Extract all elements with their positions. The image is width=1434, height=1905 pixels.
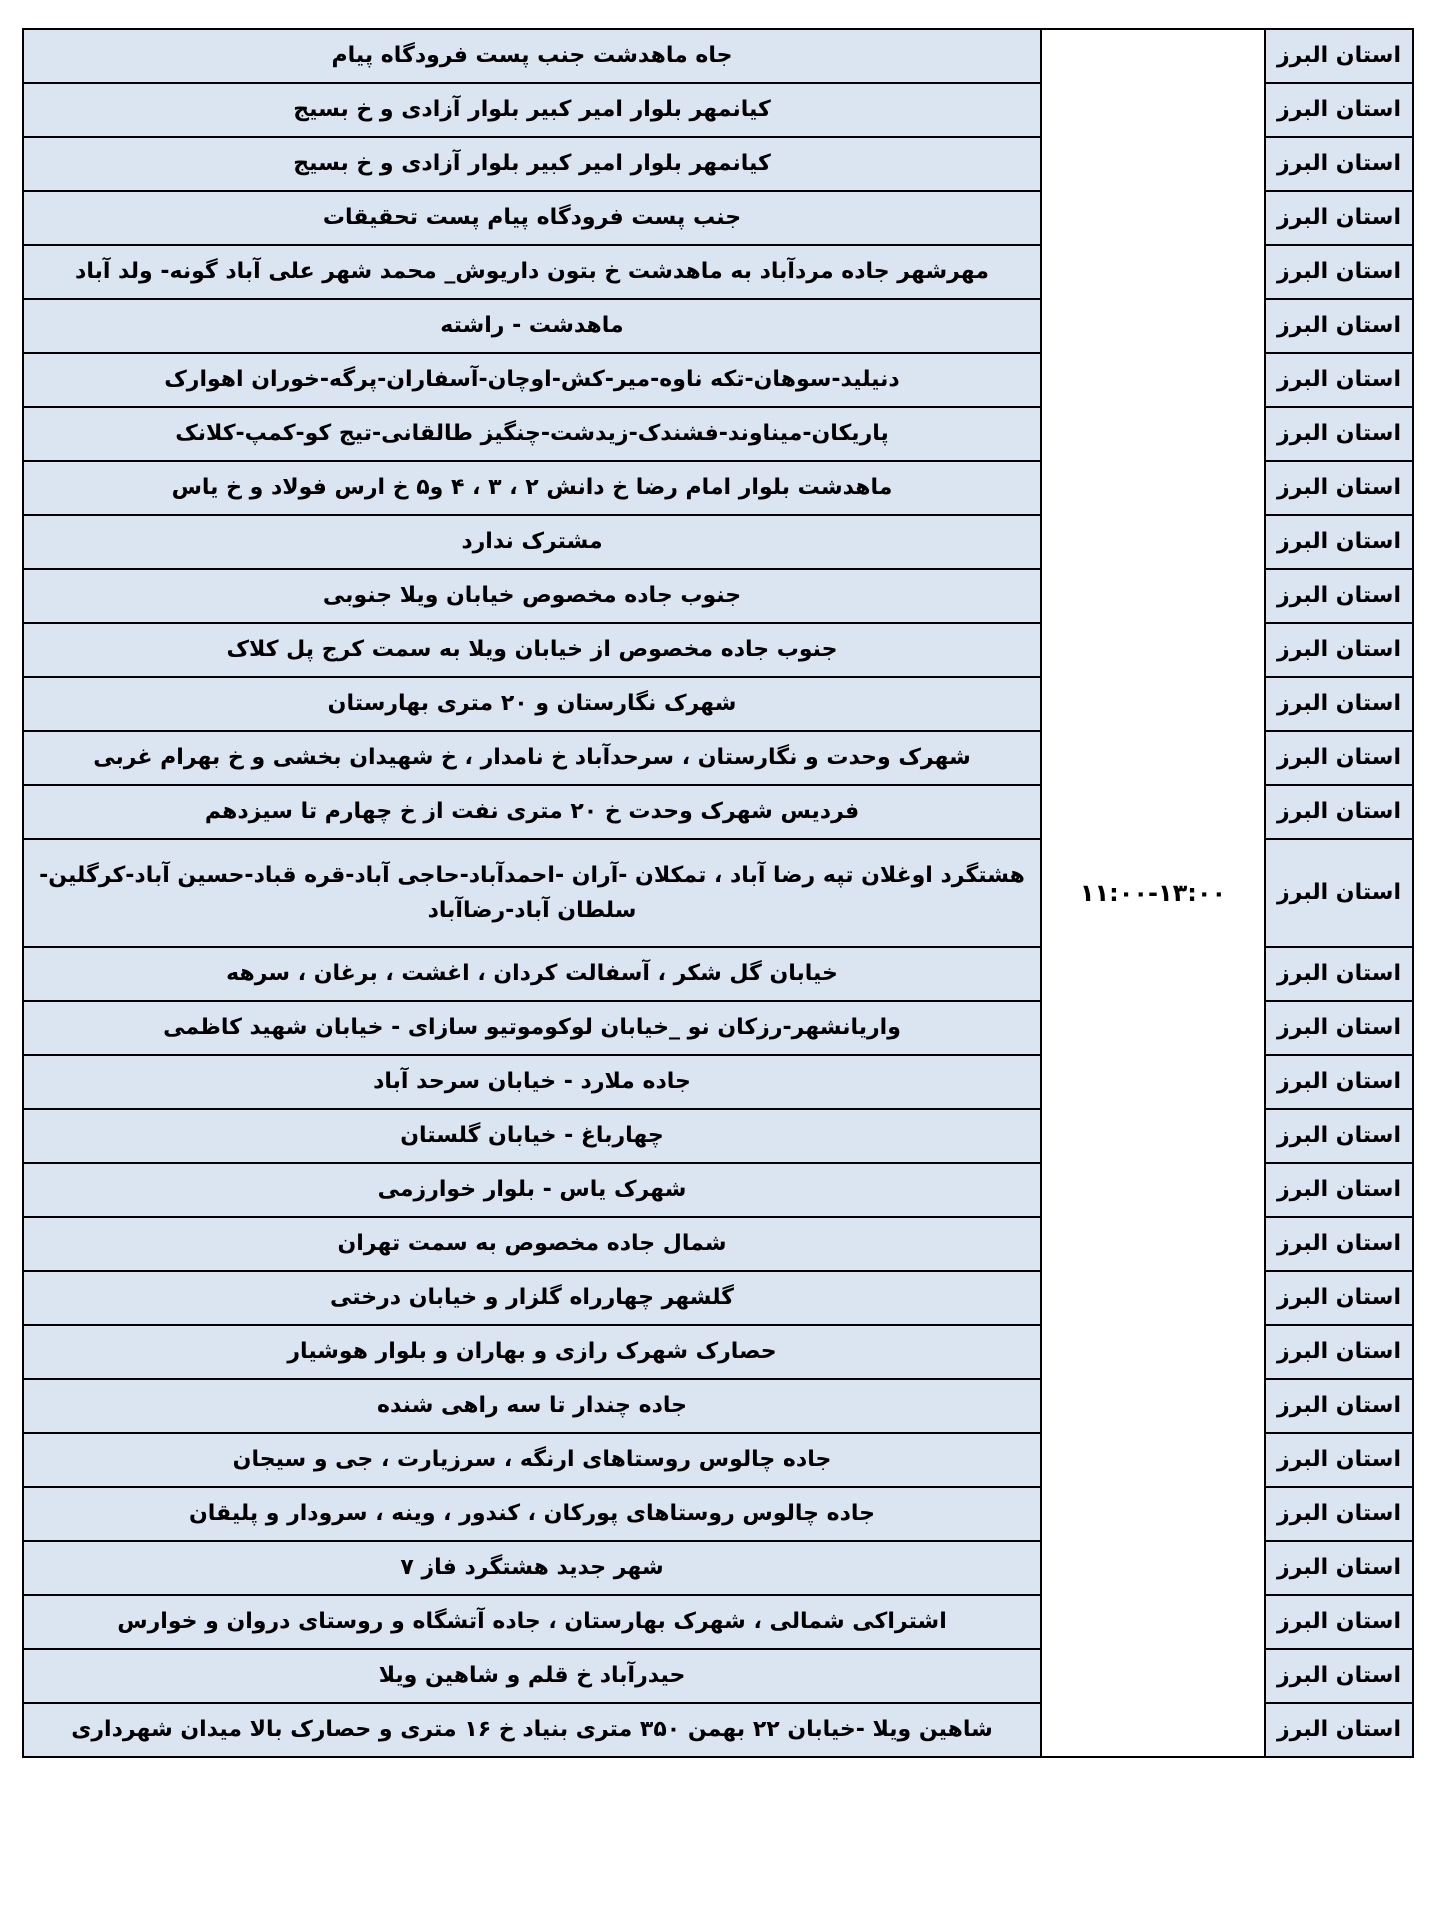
area-cell: خیابان گل شکر ، آسفالت کردان ، اغشت ، برغان ، سرهه [23, 947, 1041, 1001]
area-cell: ماهدشت بلوار امام رضا خ دانش ۲ ، ۳ ، ۴ و۵ خ ارس فولاد و خ یاس [23, 461, 1041, 515]
area-cell: جاه ماهدشت جنب پست فرودگاه پیام [23, 29, 1041, 83]
time-range-cell: ۱۱:۰۰-۱۳:۰۰ [1041, 29, 1265, 1757]
province-cell: استان البرز [1265, 245, 1413, 299]
outage-schedule-table [22, 28, 1414, 1758]
province-cell: استان البرز [1265, 623, 1413, 677]
area-cell: شهرک نگارستان و ۲۰ متری بهارستان [23, 677, 1041, 731]
province-cell: استان البرز [1265, 461, 1413, 515]
province-cell: استان البرز [1265, 137, 1413, 191]
province-cell: استان البرز [1265, 191, 1413, 245]
area-cell: فردیس شهرک وحدت خ ۲۰ متری نفت از خ چهارم تا سیزدهم [23, 785, 1041, 839]
province-cell: استان البرز [1265, 1703, 1413, 1757]
province-cell: استان البرز [1265, 1001, 1413, 1055]
area-cell: شهر جدید هشتگرد فاز ۷ [23, 1541, 1041, 1595]
province-cell: استان البرز [1265, 677, 1413, 731]
area-cell: کیانمهر بلوار امیر کبیر بلوار آزادی و خ بسیج [23, 83, 1041, 137]
province-cell: استان البرز [1265, 1109, 1413, 1163]
area-cell: مشترک ندارد [23, 515, 1041, 569]
province-cell: استان البرز [1265, 947, 1413, 1001]
area-cell: شاهین ویلا -خیابان ۲۲ بهمن ۳۵۰ متری بنیاد خ ۱۶ متری و حصارک بالا میدان شهرداری [23, 1703, 1041, 1757]
area-cell: اشتراکی شمالی ، شهرک بهارستان ، جاده آتشگاه و روستای دروان و خوارس [23, 1595, 1041, 1649]
province-cell: استان البرز [1265, 1541, 1413, 1595]
province-cell: استان البرز [1265, 1163, 1413, 1217]
area-cell: شهرک یاس - بلوار خوارزمی [23, 1163, 1041, 1217]
area-cell: کیانمهر بلوار امیر کبیر بلوار آزادی و خ بسیج [23, 137, 1041, 191]
area-cell: جاده چندار تا سه راهی شنده [23, 1379, 1041, 1433]
province-cell: استان البرز [1265, 407, 1413, 461]
area-cell: جنوب جاده مخصوص از خیابان ویلا به سمت کرج پل کلاک [23, 623, 1041, 677]
province-cell: استان البرز [1265, 569, 1413, 623]
area-cell: جنب پست فرودگاه پیام پست تحقیقات [23, 191, 1041, 245]
area-cell: شهرک وحدت و نگارستان ، سرحدآباد خ نامدار ، خ شهیدان بخشی و خ بهرام غربی [23, 731, 1041, 785]
area-cell: جاده چالوس روستاهای پورکان ، کندور ، وینه ، سرودار و پلیقان [23, 1487, 1041, 1541]
province-cell: استان البرز [1265, 1271, 1413, 1325]
area-cell: هشتگرد اوغلان تپه رضا آباد ، تمکلان -آران -احمدآباد-حاجی آباد-قره قباد-حسین آباد-کرگلین-سلطان آباد-رضاآباد [23, 839, 1041, 947]
area-cell: چهارباغ - خیابان گلستان [23, 1109, 1041, 1163]
area-cell: مهرشهر جاده مردآباد به ماهدشت خ بتون داریوش_ محمد شهر علی آباد گونه- ولد آباد [23, 245, 1041, 299]
province-cell: استان البرز [1265, 1649, 1413, 1703]
province-cell: استان البرز [1265, 83, 1413, 137]
area-cell: جاده ملارد - خیابان سرحد آباد [23, 1055, 1041, 1109]
area-cell: گلشهر چهارراه گلزار و خیابان درختی [23, 1271, 1041, 1325]
province-cell: استان البرز [1265, 1379, 1413, 1433]
area-cell: واریانشهر-رزکان نو _خیابان لوکوموتیو سازای - خیابان شهید کاظمی [23, 1001, 1041, 1055]
area-cell: پاریکان-میناوند-فشندک-زیدشت-چنگیز طالقانی-تیج کو-کمپ-کلانک [23, 407, 1041, 461]
province-cell: استان البرز [1265, 839, 1413, 947]
province-cell: استان البرز [1265, 1487, 1413, 1541]
province-cell: استان البرز [1265, 731, 1413, 785]
area-cell: جاده چالوس روستاهای ارنگه ، سرزیارت ، جی و سیجان [23, 1433, 1041, 1487]
area-cell: حیدرآباد خ قلم و شاهین ویلا [23, 1649, 1041, 1703]
area-cell: حصارک شهرک رازی و بهاران و بلوار هوشیار [23, 1325, 1041, 1379]
table-row [23, 29, 1413, 83]
area-cell: ماهدشت - راشته [23, 299, 1041, 353]
province-cell: استان البرز [1265, 1055, 1413, 1109]
province-cell: استان البرز [1265, 1433, 1413, 1487]
area-cell: جنوب جاده مخصوص خیابان ویلا جنوبی [23, 569, 1041, 623]
province-cell: استان البرز [1265, 29, 1413, 83]
province-cell: استان البرز [1265, 1325, 1413, 1379]
province-cell: استان البرز [1265, 299, 1413, 353]
province-cell: استان البرز [1265, 1217, 1413, 1271]
province-cell: استان البرز [1265, 785, 1413, 839]
province-cell: استان البرز [1265, 1595, 1413, 1649]
area-cell: شمال جاده مخصوص به سمت تهران [23, 1217, 1041, 1271]
province-cell: استان البرز [1265, 353, 1413, 407]
province-cell: استان البرز [1265, 515, 1413, 569]
area-cell: دنیلید-سوهان-تکه ناوه-میر-کش-اوچان-آسفاران-پرگه-خوران اهوارک [23, 353, 1041, 407]
